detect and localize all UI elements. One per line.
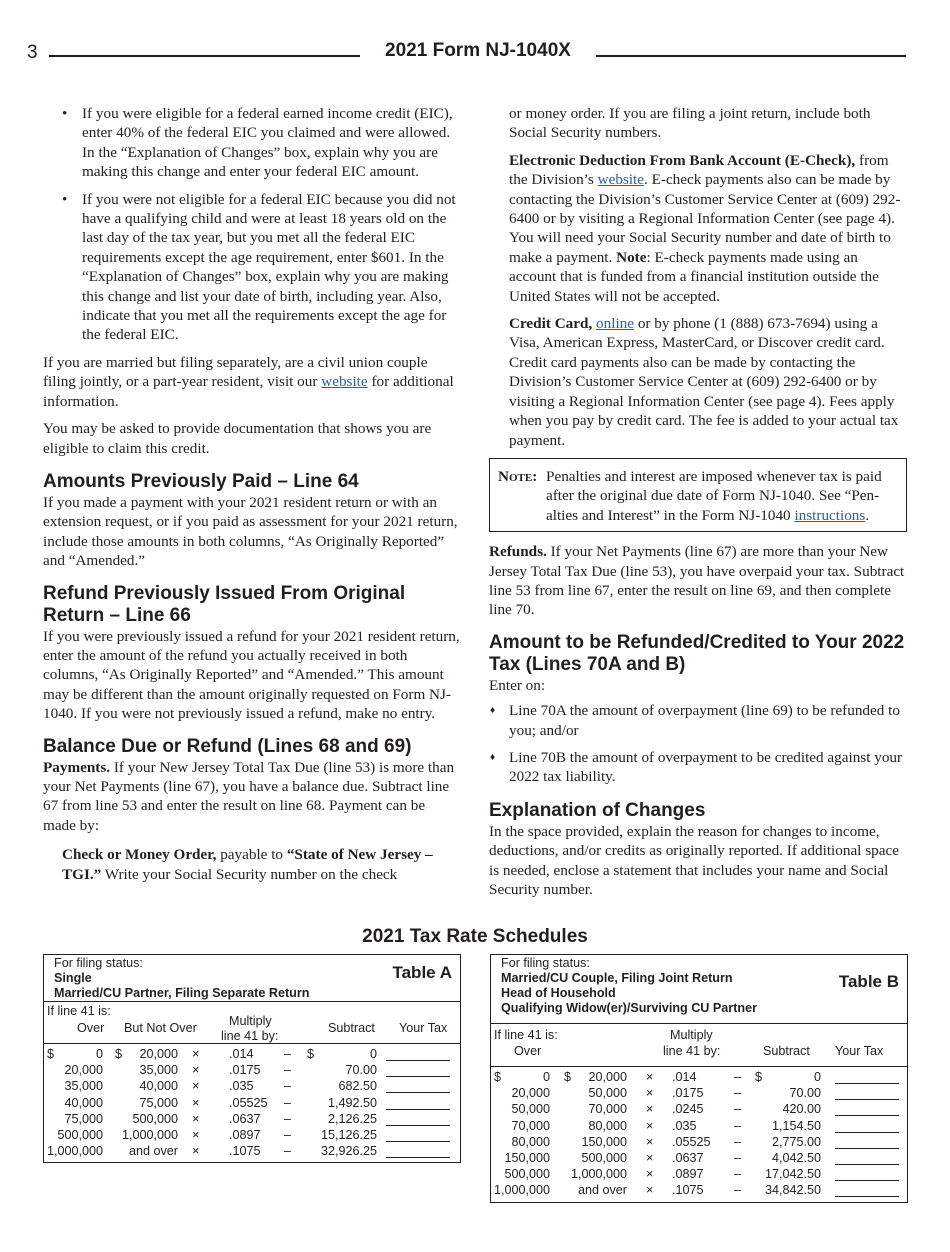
note-end: .	[865, 506, 870, 524]
amounts-paragraph: If you made a payment with your 2021 resident return or with an extension request, or if you paid as assessment for your 2021 return, include those amounts in both columns, “As Originally Reported” and “Amended.”	[43, 493, 458, 570]
married-text-pre: If you are married but filing separately, are a civil union couple filing jointly, or a part-year resident, visit our	[43, 353, 428, 391]
cell-minus: –	[734, 1070, 742, 1084]
cell-over: 150,000	[504, 1150, 550, 1165]
table-b-header	[491, 955, 907, 1024]
heading-balance-due: Balance Due or Refund (Lines 68 and 69)	[43, 735, 412, 757]
cell-minus: –	[734, 1167, 742, 1182]
cell-not-over: 50,000	[588, 1086, 627, 1101]
cell-not-over: 1,000,000	[570, 1167, 627, 1182]
table-row	[44, 1144, 460, 1160]
cell-rate: .05525	[229, 1095, 268, 1110]
cell-not-over: 75,000	[139, 1095, 178, 1110]
cell-subtract: 15,126.25	[320, 1127, 377, 1142]
cell-over: 80,000	[511, 1134, 550, 1149]
col-subtract: Subtract	[328, 1021, 375, 1035]
cell-over: 70,000	[511, 1118, 550, 1133]
cell-subtract: 420.00	[782, 1102, 821, 1117]
cell-not-over: 70,000	[588, 1102, 627, 1117]
header-rule-right	[596, 55, 906, 57]
cell-minus: –	[284, 1095, 292, 1110]
table-b-column-headers	[491, 1024, 907, 1067]
instructions-link[interactable]: instructions	[794, 506, 866, 524]
subtract-dollar-sign: $	[307, 1047, 315, 1061]
page-header	[0, 40, 950, 70]
cell-over: 0	[95, 1047, 103, 1061]
cell-over: 75,000	[64, 1111, 103, 1126]
page-number: 3	[27, 42, 38, 63]
table-a-header	[44, 955, 460, 1002]
cell-rate: .1075	[672, 1183, 704, 1198]
col-multiply: Multiply	[229, 1014, 272, 1028]
line70a-item: ♦ Line 70A the amount of overpayment (line 69) to be refunded to you; and/or	[489, 701, 907, 740]
cell-subtract: 0	[813, 1070, 821, 1084]
line70b-item: ♦ Line 70B the amount of overpayment to be credited against your 2022 tax liability.	[489, 748, 907, 787]
cell-not-over: 500,000	[581, 1150, 627, 1165]
your-tax-blank[interactable]	[386, 1079, 450, 1093]
cell-subtract: 4,042.50	[771, 1150, 821, 1165]
cell-subtract: 2,126.25	[327, 1111, 377, 1126]
table-row	[491, 1167, 907, 1183]
credit-card-paragraph	[489, 314, 907, 450]
table-row	[44, 1079, 460, 1095]
your-tax-blank[interactable]	[386, 1063, 450, 1077]
your-tax-blank[interactable]	[386, 1128, 450, 1142]
cell-times: ×	[192, 1047, 200, 1061]
your-tax-blank[interactable]	[386, 1096, 450, 1110]
note-label: Note:	[498, 467, 538, 485]
cell-times: ×	[646, 1167, 654, 1182]
cell-times: ×	[192, 1144, 200, 1159]
cell-not-over: 20,000	[588, 1070, 627, 1084]
cell-minus: –	[284, 1144, 292, 1159]
table-row	[491, 1102, 907, 1118]
cell-minus: –	[734, 1134, 742, 1149]
cell-times: ×	[646, 1118, 654, 1133]
cell-times: ×	[192, 1111, 200, 1126]
not-over-dollar-sign: $	[564, 1070, 572, 1084]
your-tax-blank[interactable]	[835, 1119, 899, 1133]
echeck-website-link[interactable]: website	[597, 171, 645, 189]
right-column	[489, 104, 907, 907]
cell-times: ×	[646, 1150, 654, 1165]
col-multiply: Multiply	[670, 1028, 713, 1042]
cell-times: ×	[192, 1127, 200, 1142]
cell-rate: .0897	[229, 1127, 261, 1142]
your-tax-blank[interactable]	[835, 1167, 899, 1181]
cell-not-over: and over	[128, 1144, 178, 1159]
your-tax-blank[interactable]	[835, 1086, 899, 1100]
eic-bullet-not-eligible: • If you were not eligible for a federal EIC because you did not have a qualifying child and were at least 18 years old on the last day of the tax year, but you met all the federal EIC requirements except the age requirement, enter $601. In the “Explanation of Changes” box, explain why you are making this change and list your date of birth, including year. Also, indicate that you met all the requirements except the age for the federal EIC.	[43, 190, 460, 345]
cell-minus: –	[734, 1102, 742, 1117]
cell-not-over: 20,000	[139, 1047, 178, 1061]
website-link[interactable]: website	[321, 373, 368, 391]
cell-rate: .0897	[672, 1167, 704, 1182]
cell-rate: .0637	[672, 1150, 704, 1165]
check-payee: “State of New Jersey – TGI.”	[62, 846, 433, 883]
cell-minus: –	[734, 1183, 742, 1198]
check-label: Check or Money Order,	[62, 846, 217, 864]
heading-refund-previously-issued: Refund Previously Issued From Original Return – Line 66	[43, 582, 406, 626]
table-row	[491, 1135, 907, 1151]
table-row	[491, 1151, 907, 1167]
cell-subtract: 34,842.50	[764, 1183, 821, 1198]
col-your-tax: Your Tax	[399, 1021, 448, 1035]
echeck-mid: . E-check payments also can be made by contacting the Division’s Customer Service Center at (609) 292-6400 or by visiting a Regional Information Center (see page 4). You will need your Social Security number and date of birth to make a payment.	[509, 171, 901, 266]
left-column	[43, 104, 460, 892]
cell-over: 1,000,000	[46, 1144, 103, 1159]
table-row	[491, 1183, 907, 1199]
refund-previously-paragraph: If you were previously issued a refund for your 2021 resident return, enter the amount of the refund you actually received in both columns, “As Originally Reported” and “Amended.” This amount may be different than the amount originally requested on Form NJ-1040. If you were not previously issued a refund, make no entry.	[43, 627, 460, 723]
refunds-paragraph	[489, 542, 907, 620]
table-a-status-separate: Married/CU Partner, Filing Separate Return	[54, 986, 310, 1000]
over-dollar-sign: $	[47, 1047, 55, 1061]
cell-times: ×	[646, 1070, 654, 1084]
table-row	[44, 1063, 460, 1079]
cell-subtract: 32,926.25	[320, 1144, 377, 1159]
cell-subtract: 70.00	[345, 1063, 377, 1078]
table-row	[44, 1112, 460, 1128]
cell-over: 500,000	[57, 1127, 103, 1142]
cell-subtract: 70.00	[789, 1086, 821, 1101]
cell-over: 20,000	[511, 1086, 550, 1101]
cell-rate: .0175	[229, 1063, 261, 1078]
your-tax-blank[interactable]	[386, 1112, 450, 1126]
payments-label: Payments.	[43, 758, 111, 776]
penalty-note-box	[489, 458, 907, 532]
married-text-post: for additional information.	[43, 373, 454, 410]
echeck-pre: from the Division’s	[509, 151, 889, 189]
documentation-paragraph: You may be asked to provide documentation that shows you are eligible to claim this credit.	[43, 420, 432, 457]
cell-subtract: 682.50	[338, 1079, 377, 1094]
credit-card-text: or by phone (1 (888) 673-7694) using a Visa, American Express, MasterCard, or Discover credit card. Credit card payments also can be made by contacting the Division’s Customer Service Center at (609) 292-6400 or by visiting a Regional Information Center (see page 4). Fees apply when you pay by credit card. The fee is added to your actual tax payment.	[509, 315, 899, 449]
cell-times: ×	[192, 1063, 200, 1078]
note-body	[546, 467, 898, 525]
cell-times: ×	[646, 1102, 654, 1117]
cell-over: 40,000	[64, 1095, 103, 1110]
cell-rate: .0245	[672, 1102, 704, 1117]
heading-amount-refunded: Amount to be Refunded/Credited to Your 2022 Tax (Lines 70A and B)	[489, 631, 905, 675]
enter-on-text: Enter on:	[489, 676, 546, 694]
payments-paragraph	[43, 758, 460, 836]
table-row	[491, 1119, 907, 1135]
cell-rate: .0637	[229, 1111, 261, 1126]
payments-text: If your New Jersey Total Tax Due (line 53) is more than your Net Payments (line 67), you have a balance due. Subtract line 67 from line 53 and enter the result on line 68. Payment can be made by:	[43, 758, 455, 834]
cell-minus: –	[284, 1079, 292, 1094]
line70-list	[489, 701, 907, 787]
table-b-filing-label: For filing status:	[501, 956, 590, 970]
table-b-status-joint: Married/CU Couple, Filing Joint Return	[501, 971, 733, 985]
cell-over: 50,000	[511, 1102, 550, 1117]
cell-minus: –	[284, 1047, 292, 1061]
cell-over: 1,000,000	[493, 1183, 550, 1198]
credit-card-online-link[interactable]: online	[596, 315, 635, 333]
refunds-text: If your Net Payments (line 67) are more than your New Jersey Total Tax Due (line 53), you have overpaid your tax. Subtract line 53 from line 67, enter the result on line 69, and then complete line 70.	[489, 543, 905, 619]
married-paragraph	[43, 353, 460, 411]
cell-subtract: 0	[369, 1047, 377, 1061]
cell-times: ×	[192, 1095, 200, 1110]
tax-rate-schedules-title: 2021 Tax Rate Schedules	[362, 926, 588, 947]
echeck-paragraph	[489, 151, 907, 306]
table-row	[44, 1047, 460, 1063]
header-rule-left	[49, 55, 360, 57]
col-your-tax: Your Tax	[835, 1044, 884, 1058]
col-if-line: If line 41 is:	[494, 1028, 558, 1042]
cell-rate: .014	[229, 1047, 254, 1061]
your-tax-blank[interactable]	[835, 1102, 899, 1116]
col-multiply-line: line 41 by:	[221, 1029, 279, 1043]
cell-over: 20,000	[64, 1063, 103, 1078]
table-a-rows	[44, 1044, 460, 1160]
table-a-status-single: Single	[54, 971, 92, 985]
cell-not-over: 40,000	[139, 1079, 178, 1094]
table-b-rows	[491, 1067, 907, 1200]
heading-amounts-previously-paid: Amounts Previously Paid – Line 64	[43, 470, 359, 492]
col-over: Over	[77, 1021, 105, 1035]
table-a-name: Table A	[392, 963, 452, 982]
cell-minus: –	[734, 1118, 742, 1133]
your-tax-blank[interactable]	[386, 1047, 450, 1061]
table-row	[44, 1096, 460, 1112]
note-text: Penalties and interest are imposed whenever tax is paid after the original due date of Form NJ-1040. See “Penalties and Interest” in the Form NJ-1040	[546, 467, 882, 524]
cell-times: ×	[646, 1134, 654, 1149]
cell-minus: –	[284, 1127, 292, 1142]
page-title: 2021 Form NJ-1040X	[385, 40, 571, 61]
cell-rate: .014	[672, 1070, 697, 1084]
echeck-post: : E-check payments made using an account that is funded from a financial institution outside the United States will not be accepted.	[509, 248, 879, 305]
cell-minus: –	[284, 1111, 292, 1126]
table-a-column-headers	[44, 1002, 460, 1044]
col-but-not-over: But Not Over	[124, 1021, 197, 1035]
cell-not-over: 500,000	[132, 1111, 178, 1126]
cell-rate: .035	[229, 1079, 254, 1094]
cell-not-over: and over	[577, 1183, 627, 1198]
table-a	[43, 954, 461, 1163]
check-paragraph	[43, 845, 460, 884]
echeck-label: Electronic Deduction From Bank Account (E-Check),	[509, 151, 856, 169]
heading-explanation-of-changes: Explanation of Changes	[489, 799, 706, 821]
cell-not-over: 35,000	[139, 1063, 178, 1078]
check-text: Write your Social Security number on the check	[101, 865, 398, 883]
check-mid: payable to	[216, 846, 287, 864]
explanation-paragraph: In the space provided, explain the reason for changes to income, deductions, and/or credits as originally reported. If additional space is needed, enclose a statement that includes your name and Social Security number.	[489, 822, 899, 898]
cell-subtract: 17,042.50	[764, 1167, 821, 1182]
cell-minus: –	[734, 1086, 742, 1101]
table-row	[44, 1128, 460, 1144]
cell-over: 35,000	[64, 1079, 103, 1094]
table-b	[490, 954, 908, 1203]
cell-over: 0	[542, 1070, 550, 1084]
table-b-name: Table B	[838, 972, 899, 991]
cell-times: ×	[646, 1086, 654, 1101]
your-tax-blank[interactable]	[835, 1135, 899, 1149]
cell-rate: .0175	[672, 1086, 704, 1101]
cell-rate: .05525	[672, 1134, 711, 1149]
cell-over: 500,000	[504, 1167, 550, 1182]
cell-not-over: 150,000	[581, 1134, 627, 1149]
col-if-line: If line 41 is:	[47, 1004, 111, 1018]
cell-minus: –	[284, 1063, 292, 1078]
credit-card-label: Credit Card,	[509, 315, 593, 333]
table-b-status-widow: Qualifying Widow(er)/Surviving CU Partner	[501, 1001, 757, 1015]
refunds-label: Refunds.	[489, 543, 547, 561]
col-subtract: Subtract	[763, 1044, 810, 1058]
check-continuation: or money order. If you are filing a joint return, include both Social Security numbers.	[509, 105, 871, 142]
cell-subtract: 2,775.00	[771, 1134, 821, 1149]
cell-rate: .1075	[229, 1144, 261, 1159]
cell-not-over: 1,000,000	[121, 1127, 178, 1142]
your-tax-blank[interactable]	[835, 1183, 899, 1197]
eic-bullet-list	[43, 104, 460, 345]
your-tax-blank[interactable]	[835, 1070, 899, 1084]
col-over: Over	[514, 1044, 542, 1058]
your-tax-blank[interactable]	[386, 1144, 450, 1158]
echeck-note-label: Note	[616, 248, 647, 266]
over-dollar-sign: $	[494, 1070, 502, 1084]
cell-not-over: 80,000	[588, 1118, 627, 1133]
table-row	[491, 1086, 907, 1102]
your-tax-blank[interactable]	[835, 1151, 899, 1165]
cell-subtract: 1,492.50	[327, 1095, 377, 1110]
eic-bullet-eligible: • If you were eligible for a federal earned income credit (EIC), enter 40% of the federal EIC you claimed and were allowed. In the “Explanation of Changes” box, explain why you are making this change and enter your federal EIC amount.	[43, 104, 460, 182]
cell-minus: –	[734, 1150, 742, 1165]
table-b-status-head: Head of Household	[501, 986, 616, 1000]
table-a-filing-label: For filing status:	[54, 956, 143, 970]
cell-subtract: 1,154.50	[771, 1118, 821, 1133]
cell-times: ×	[646, 1183, 654, 1198]
cell-rate: .035	[672, 1118, 697, 1133]
col-multiply-line: line 41 by:	[663, 1044, 721, 1058]
not-over-dollar-sign: $	[115, 1047, 123, 1061]
subtract-dollar-sign: $	[755, 1070, 763, 1084]
cell-times: ×	[192, 1079, 200, 1094]
table-row	[491, 1070, 907, 1086]
